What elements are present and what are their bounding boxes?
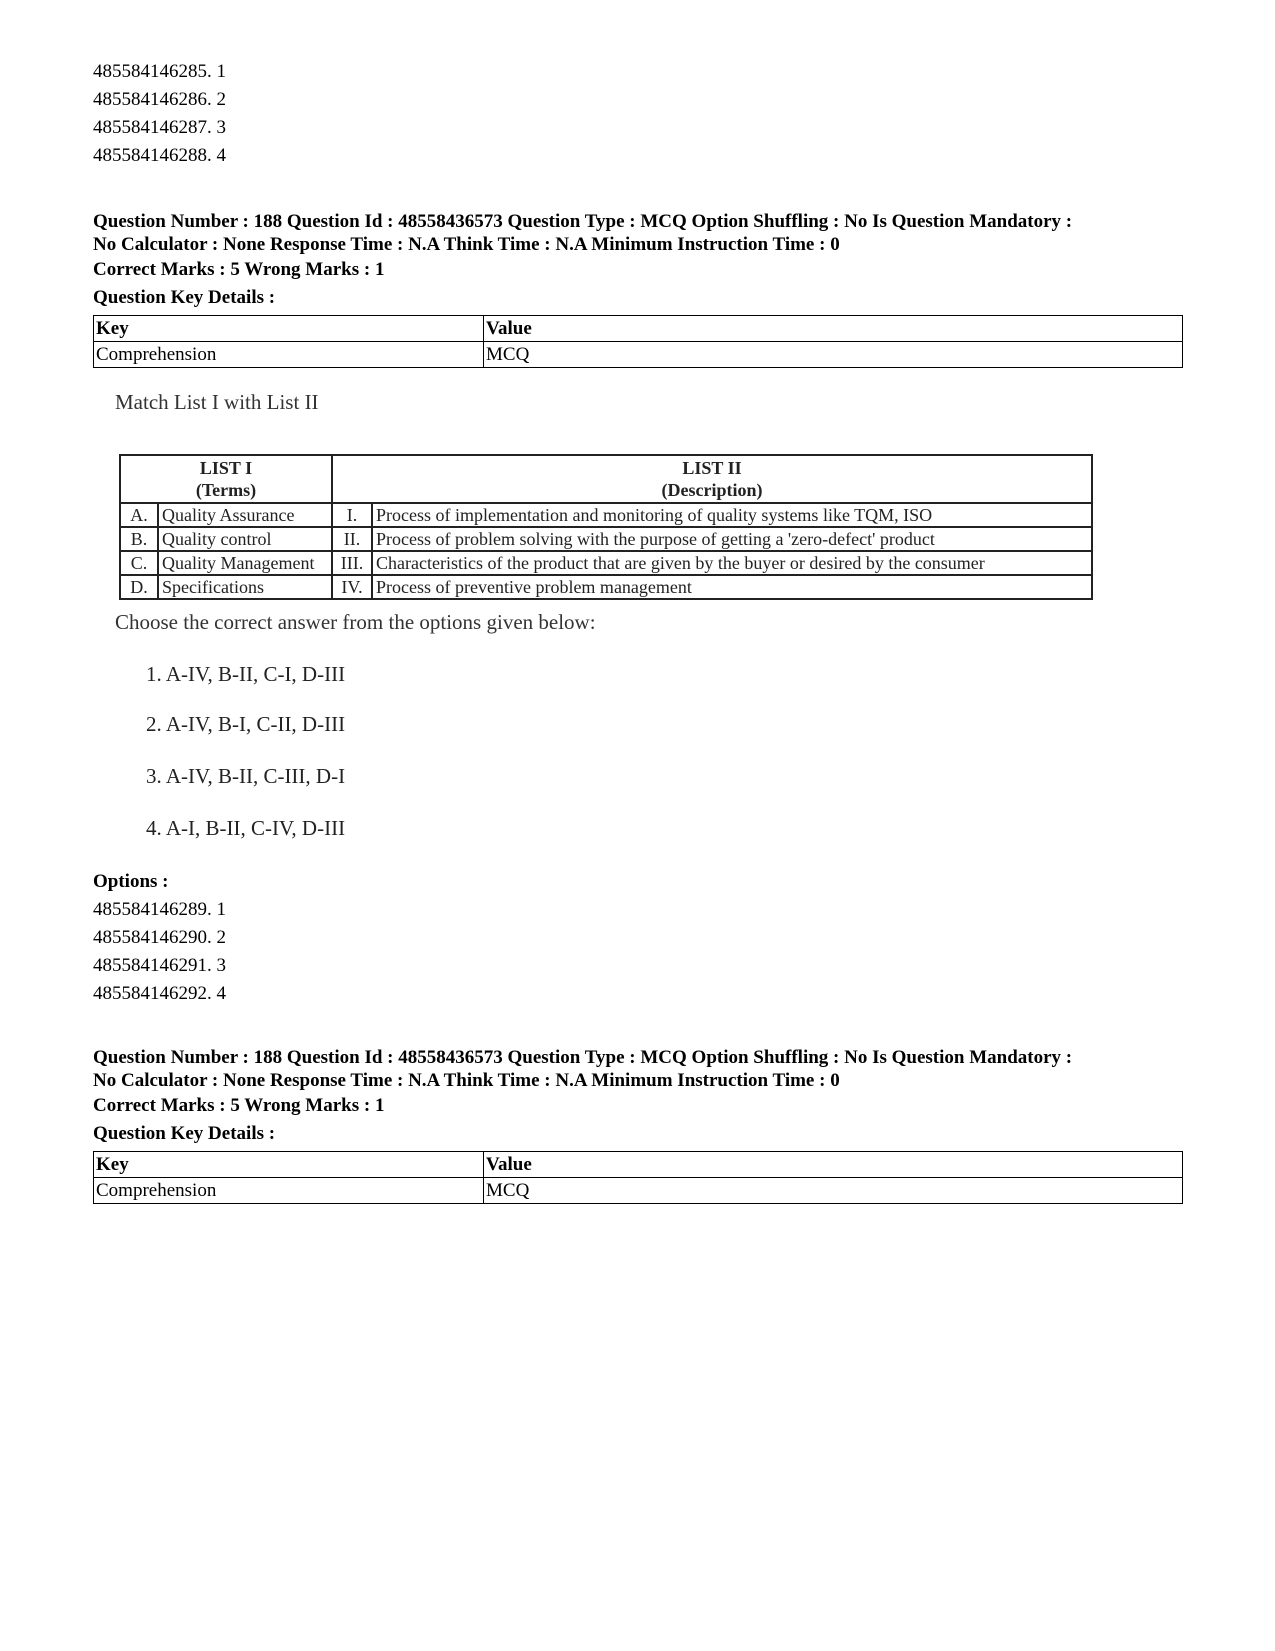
- options-section: [93, 868, 1183, 1008]
- question-header: [93, 210, 1183, 368]
- row-numeral: I.: [332, 503, 372, 527]
- match-table-header-row: [120, 455, 1092, 503]
- row-term: Quality control: [158, 527, 332, 551]
- answer-choice: 2. A-IV, B-I, C-II, D-III: [146, 712, 346, 736]
- table-header-row: [94, 1152, 1183, 1178]
- row-letter: C.: [120, 551, 158, 575]
- row-description: Characteristics of the product that are given by the buyer or desired by the consumer: [372, 551, 1092, 575]
- question-meta-line-2: No Calculator : None Response Time : N.A Think Time : N.A Minimum Instruction Time : 0: [93, 1070, 840, 1091]
- question-instruction: Match List I with List II: [115, 390, 319, 414]
- question-meta-line-1: Question Number : 188 Question Id : 48558436573 Question Type : MCQ Option Shuffling : No Is Question Mandatory :: [93, 211, 1073, 232]
- table-cell: MCQ: [484, 1178, 1183, 1204]
- row-letter: B.: [120, 527, 158, 551]
- table-header-cell: Value: [484, 316, 1183, 342]
- row-letter: D.: [120, 575, 158, 599]
- key-details-label: Question Key Details :: [93, 287, 276, 308]
- list1-subtitle: (Terms): [195, 480, 257, 500]
- row-letter: A.: [120, 503, 158, 527]
- options-label: Options :: [93, 871, 169, 892]
- table-header-cell: Key: [94, 1152, 484, 1178]
- table-row: [94, 342, 1183, 368]
- option-line: 485584146288. 4: [93, 145, 226, 166]
- option-line: 485584146287. 3: [93, 117, 226, 138]
- table-cell: Comprehension: [94, 1178, 484, 1204]
- answer-choice: 3. A-IV, B-II, C-III, D-I: [146, 764, 346, 788]
- question-meta-line-2: No Calculator : None Response Time : N.A Think Time : N.A Minimum Instruction Time : 0: [93, 234, 840, 255]
- option-line: 485584146285. 1: [93, 61, 226, 82]
- list2-subtitle: (Description): [661, 480, 763, 500]
- row-description: Process of preventive problem management: [372, 575, 1092, 599]
- option-line: 485584146292. 4: [93, 983, 226, 1004]
- answer-choice: 1. A-IV, B-II, C-I, D-III: [146, 662, 346, 686]
- row-description: Process of problem solving with the purpose of getting a 'zero-defect' product: [372, 527, 1092, 551]
- option-line: 485584146289. 1: [93, 899, 226, 920]
- answer-choice: 4. A-I, B-II, C-IV, D-III: [146, 816, 346, 840]
- question-image: [93, 390, 1093, 890]
- list1-header: [120, 455, 332, 503]
- table-header-cell: Key: [94, 316, 484, 342]
- row-numeral: III.: [332, 551, 372, 575]
- table-cell: MCQ: [484, 342, 1183, 368]
- match-row: [120, 527, 1092, 551]
- marks-line: Correct Marks : 5 Wrong Marks : 1: [93, 1095, 385, 1116]
- list1-title: LIST I: [199, 458, 253, 478]
- list2-title: LIST II: [682, 458, 742, 478]
- row-term: Specifications: [158, 575, 332, 599]
- option-line: 485584146290. 2: [93, 927, 226, 948]
- option-line: 485584146286. 2: [93, 89, 226, 110]
- table-cell: Comprehension: [94, 342, 484, 368]
- row-numeral: II.: [332, 527, 372, 551]
- table-header-row: [94, 316, 1183, 342]
- question-meta-line-1: Question Number : 188 Question Id : 48558436573 Question Type : MCQ Option Shuffling : No Is Question Mandatory :: [93, 1047, 1073, 1068]
- key-details-table: [93, 315, 1183, 368]
- row-numeral: IV.: [332, 575, 372, 599]
- marks-line: Correct Marks : 5 Wrong Marks : 1: [93, 259, 385, 280]
- table-row: [94, 1178, 1183, 1204]
- key-details-table: [93, 1151, 1183, 1204]
- row-term: Quality Assurance: [158, 503, 332, 527]
- match-table: [119, 454, 1093, 600]
- row-term: Quality Management: [158, 551, 332, 575]
- list2-header: [332, 455, 1092, 503]
- match-row: [120, 575, 1092, 599]
- key-details-label: Question Key Details :: [93, 1123, 276, 1144]
- option-line: 485584146291. 3: [93, 955, 226, 976]
- table-header-cell: Value: [484, 1152, 1183, 1178]
- match-row: [120, 551, 1092, 575]
- previous-options-list: [93, 58, 1183, 170]
- question-header: [93, 1046, 1183, 1204]
- row-description: Process of implementation and monitoring of quality systems like TQM, ISO: [372, 503, 1092, 527]
- choose-instruction: Choose the correct answer from the options given below:: [115, 610, 596, 634]
- match-row: [120, 503, 1092, 527]
